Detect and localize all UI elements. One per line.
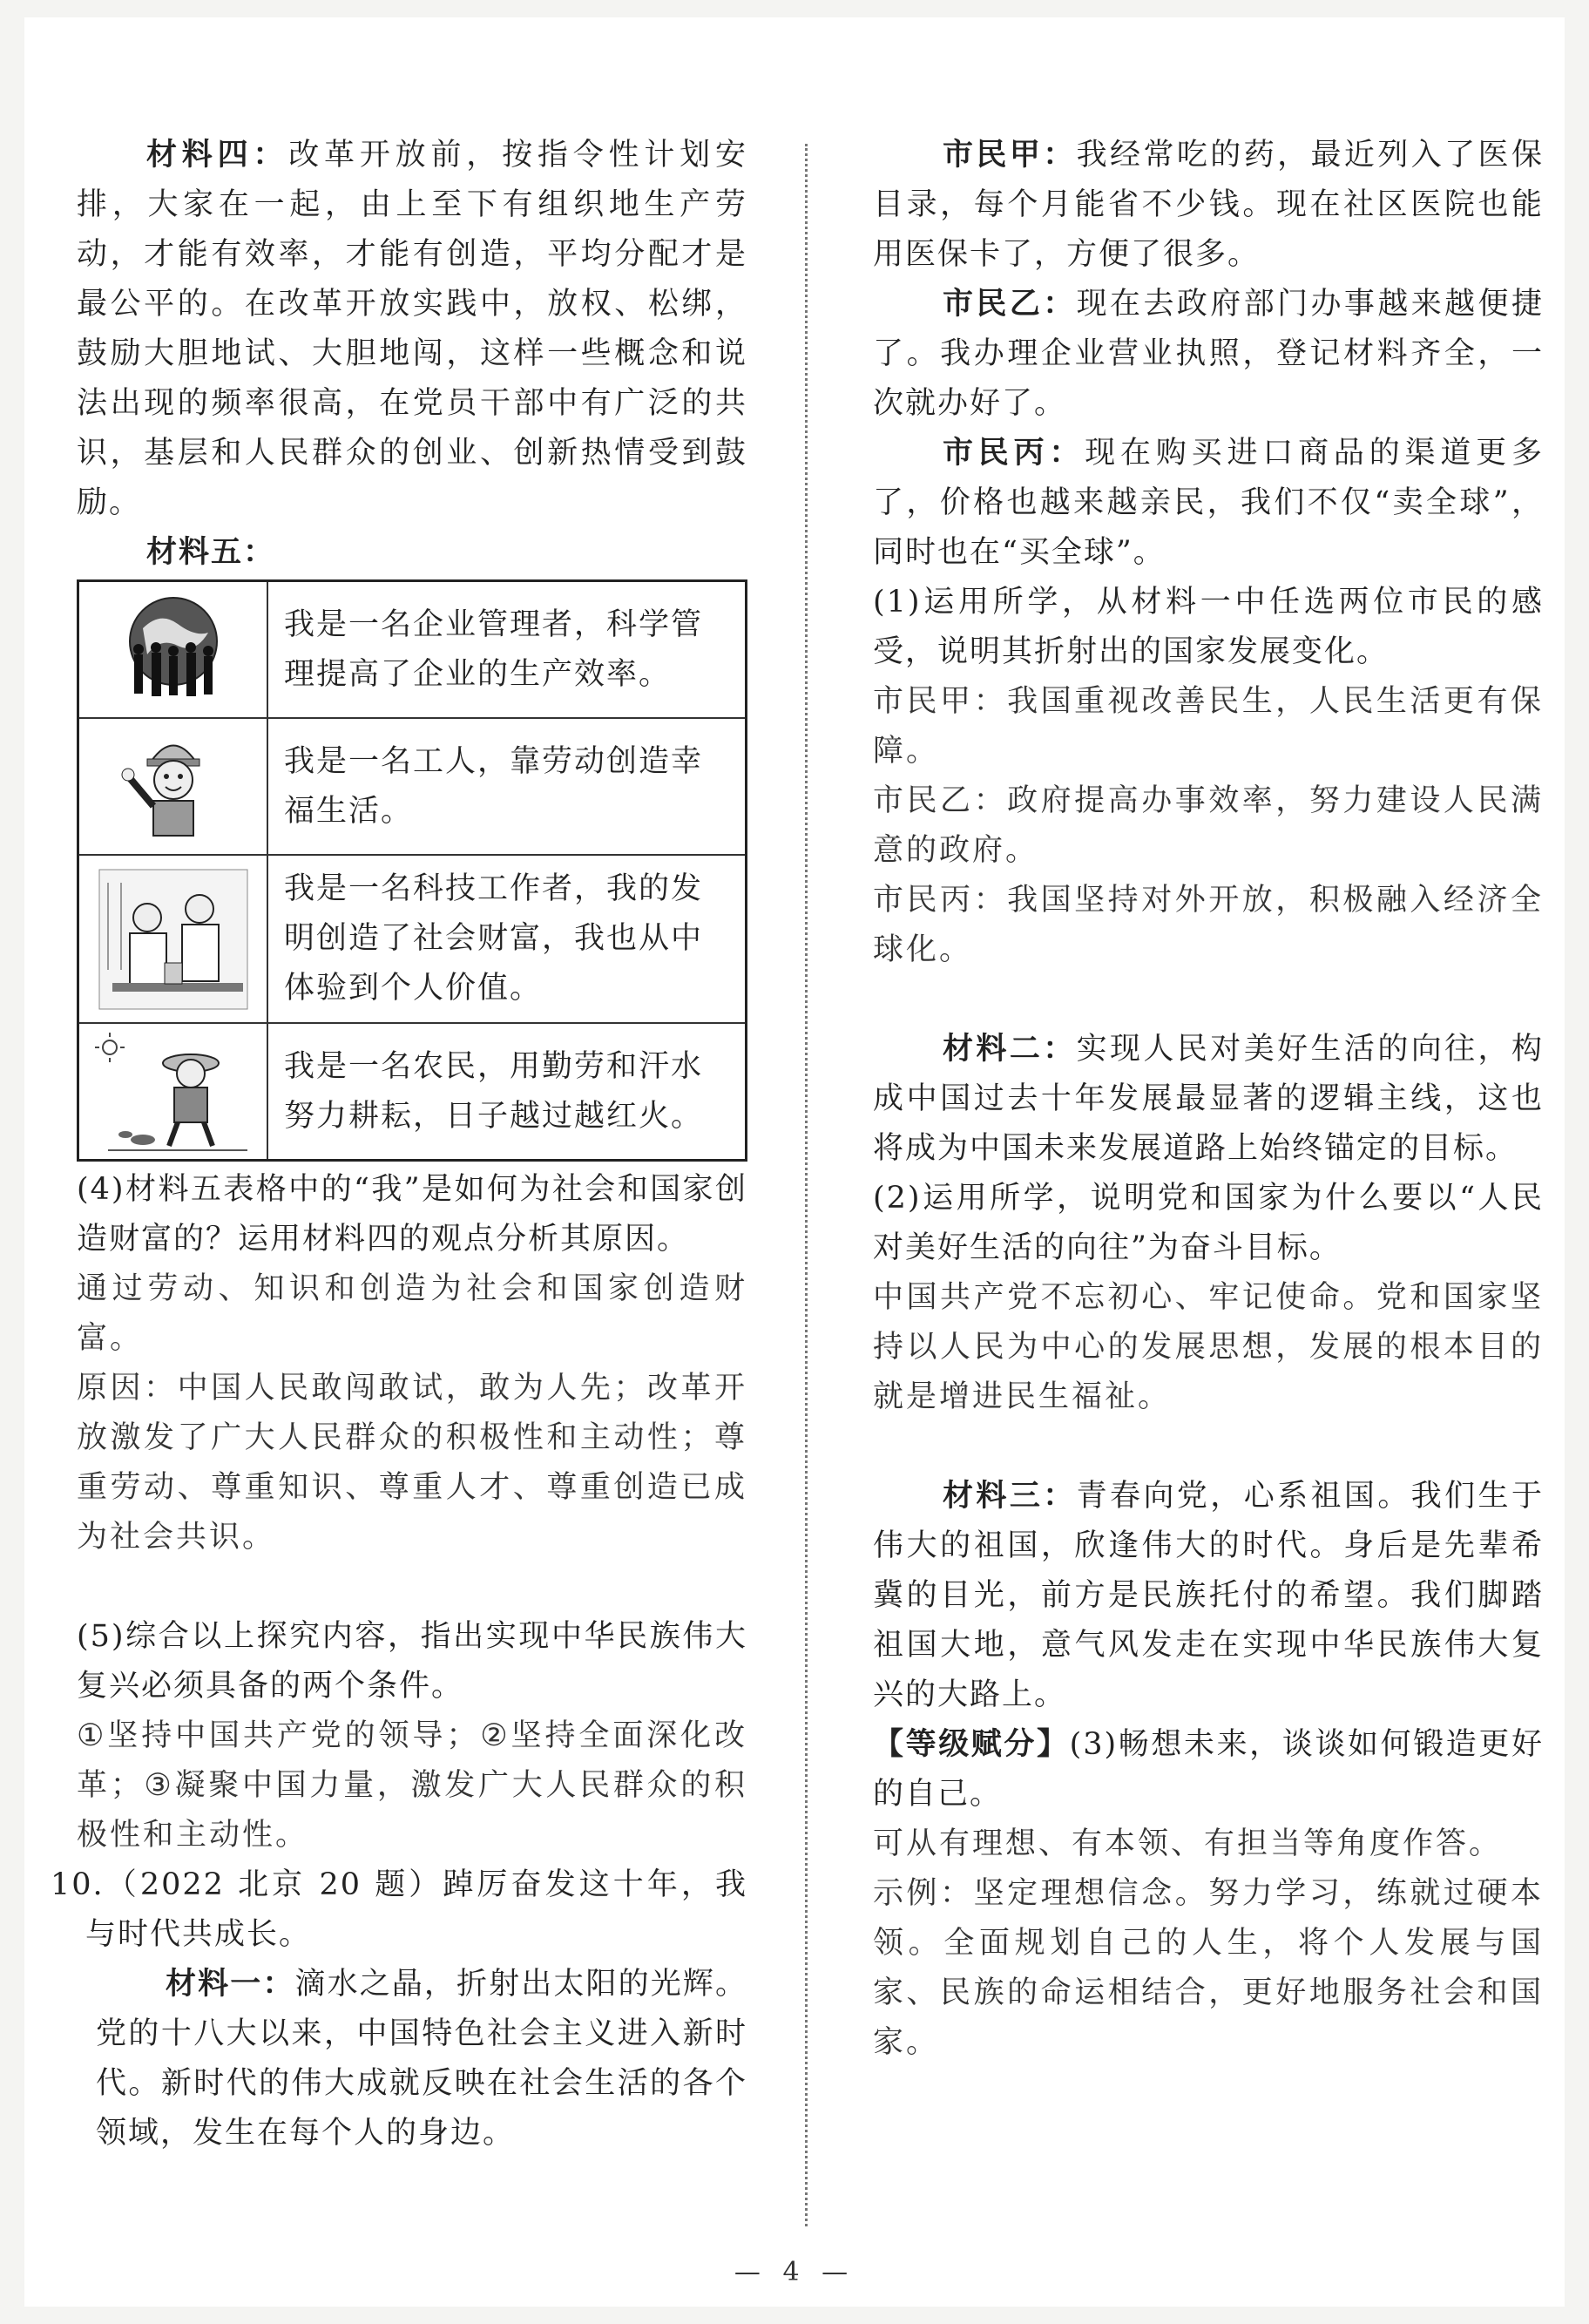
table-row	[78, 1023, 747, 1161]
material-1	[77, 1960, 747, 2158]
business-people-globe-icon	[79, 585, 267, 715]
page-number: — 4 —	[734, 2257, 855, 2287]
right-column	[873, 131, 1544, 2068]
answer-5: ①坚持中国共产党的领导；②坚持全面深化改革；③凝聚中国力量，激发广大人民群众的积极性和主动性。	[77, 1718, 747, 1853]
table-row	[78, 581, 747, 719]
citizen-c	[873, 429, 1544, 578]
question-2: (2)运用所学，说明党和国家为什么要以“人民对美好生活的向往”为奋斗目标。	[873, 1181, 1544, 1265]
column-divider	[805, 144, 808, 2226]
answer-1-part-1: 市民甲：我国重视改善民生，人民生活更有保障。	[873, 684, 1544, 769]
material-1-text: 滴水之晶，折射出太阳的光辉。党的十八大以来，中国特色社会主义进入新时代。新时代的伟大成就反映在社会生活的各个领域，发生在每个人的身边。	[96, 1967, 747, 2151]
material-2	[873, 1025, 1544, 1174]
answer-3-part-1: 可从有理想、有本领、有担当等角度作答。	[873, 1826, 1503, 1861]
table-text-cell: 我是一名企业管理者，科学管理提高了企业的生产效率。	[267, 581, 747, 719]
material-5-label: 材料五：	[146, 535, 276, 570]
question-5: (5)综合以上探究内容，指出实现中华民族伟大复兴必须具备的两个条件。	[77, 1619, 747, 1704]
material-5-table	[77, 579, 747, 1162]
table-row	[78, 718, 747, 855]
material-2-label: 材料二：	[943, 1032, 1077, 1067]
answer-4-part-2: 原因：中国人民敢闯敢试，敢为人先；改革开放激发了广大人民群众的积极性和主动性；尊重劳动、尊重知识、尊重人才、尊重创造已成为社会共识。	[77, 1371, 747, 1555]
citizen-c-label: 市民丙：	[943, 436, 1085, 471]
table-image-cell	[78, 855, 268, 1023]
material-2-text: 实现人民对美好生活的向往，构成中国过去十年发展最显著的逻辑主线，这也将成为中国未来发展道路上始终锚定的目标。	[873, 1032, 1544, 1166]
material-3-text: 青春向党，心系祖国。我们生于伟大的祖国，欣逢伟大的时代。身后是先辈希冀的目光，前方是民族托付的希望。我们脚踏祖国大地，意气风发走在实现中华民族伟大复兴的大路上。	[873, 1479, 1544, 1712]
material-1-label: 材料一：	[166, 1967, 295, 2002]
table-text-cell: 我是一名科技工作者，我的发明创造了社会财富，我也从中体验到个人价值。	[267, 855, 747, 1023]
left-column	[51, 131, 747, 2158]
citizen-b	[873, 280, 1544, 429]
material-3-label: 材料三：	[943, 1479, 1077, 1514]
question-4: (4)材料五表格中的“我”是如何为社会和国家创造财富的？运用材料四的观点分析其原因。	[77, 1172, 747, 1257]
material-4-label: 材料四：	[146, 138, 289, 173]
citizen-c-text: 现在购买进口商品的渠道更多了，价格也越来越亲民，我们不仅“卖全球”，同时也在“买全球”。	[873, 436, 1544, 570]
scientists-lab-icon	[79, 858, 267, 1020]
answer-4-part-1: 通过劳动、知识和创造为社会和国家创造财富。	[77, 1271, 747, 1356]
table-row	[78, 855, 747, 1023]
table-image-cell	[78, 581, 268, 719]
answer-2: 中国共产党不忘初心、牢记使命。党和国家坚持以人民为中心的发展思想，发展的根本目的就是增进民生福祉。	[873, 1280, 1544, 1414]
citizen-b-label: 市民乙：	[943, 287, 1077, 322]
citizen-b-text: 现在去政府部门办事越来越便捷了。我办理企业营业执照，登记材料齐全，一次就办好了。	[873, 287, 1544, 421]
citizen-a-text: 我经常吃的药，最近列入了医保目录，每个月能省不少钱。现在社区医院也能用医保卡了，方便了很多。	[873, 138, 1544, 272]
material-4	[77, 131, 747, 528]
worker-helmet-icon	[79, 722, 267, 852]
material-3	[873, 1472, 1544, 1720]
table-text-cell: 我是一名农民，用勤劳和汗水努力耕耘，日子越过越红火。	[267, 1023, 747, 1161]
material-4-text: 改革开放前，按指令性计划安排，大家在一起，由上至下有组织地生产劳动，才能有效率，才能有创造，平均分配才是最公平的。在改革开放实践中，放权、松绑，鼓励大胆地试、大胆地闯，这样一些概念和说法出现的频率很高，在党员干部中有广泛的共识，基层和人民群众的创业、创新热情受到鼓励。	[77, 138, 747, 520]
question-1: (1)运用所学，从材料一中任选两位市民的感受，说明其折射出的国家发展变化。	[873, 585, 1544, 669]
question-3	[873, 1720, 1544, 1819]
citizen-a-label: 市民甲：	[943, 138, 1077, 173]
answer-1-part-3: 市民丙：我国坚持对外开放，积极融入经济全球化。	[873, 883, 1544, 967]
table-image-cell	[78, 718, 268, 855]
table-text-cell: 我是一名工人，靠劳动创造幸福生活。	[267, 718, 747, 855]
answer-1-part-2: 市民乙：政府提高办事效率，努力建设人民满意的政府。	[873, 783, 1544, 868]
question-3-text: (3)畅想未来，谈谈如何锻造更好的自己。	[873, 1727, 1544, 1812]
citizen-a	[873, 131, 1544, 280]
answer-3-part-2: 示例：坚定理想信念。努力学习，练就过硬本领。全面规划自己的人生，将个人发展与国家、民族的命运相结合，更好地服务社会和国家。	[873, 1876, 1544, 2060]
table-image-cell	[78, 1023, 268, 1161]
question-10: 10.（2022 北京 20 题）踔厉奋发这十年，我与时代共成长。	[51, 1867, 747, 1952]
grade-label: 【等级赋分】	[873, 1727, 1070, 1762]
farmer-sun-icon	[79, 1026, 267, 1157]
